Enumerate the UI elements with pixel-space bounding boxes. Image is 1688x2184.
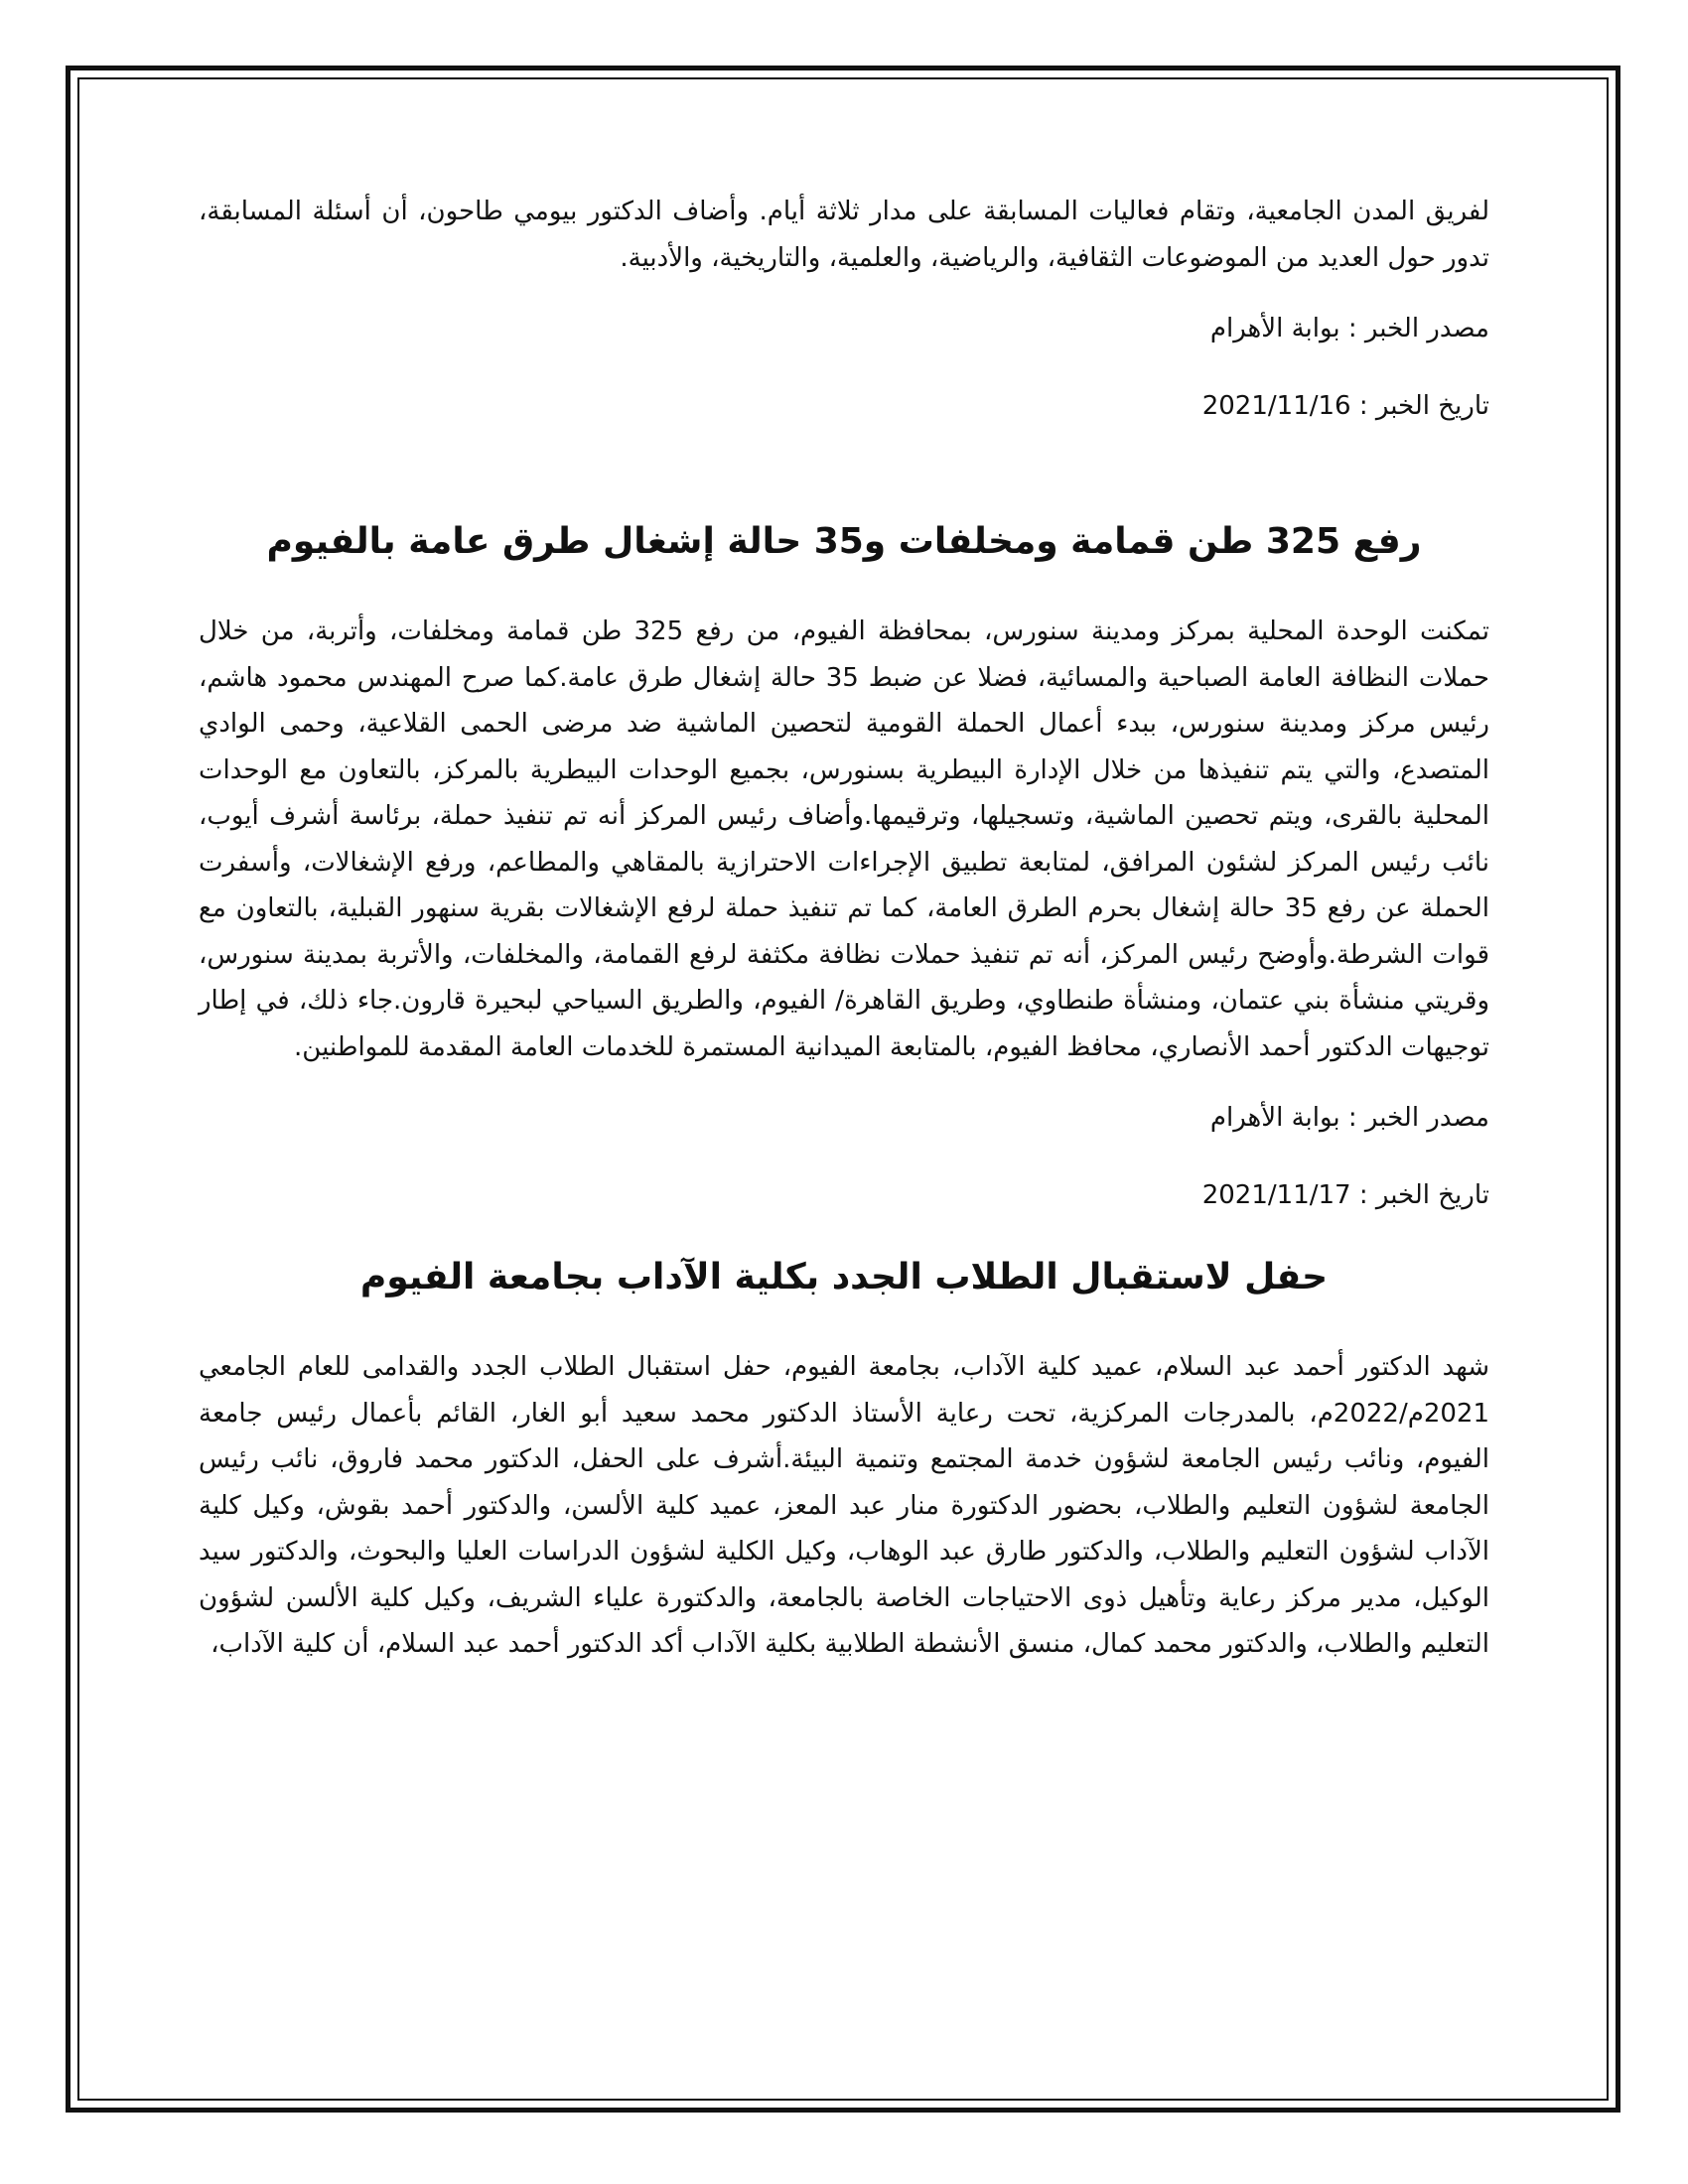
article-1-source: مصدر الخبر : بوابة الأهرام — [1209, 1103, 1489, 1133]
article-1-date: تاريخ الخبر : 2021/11/17 — [1201, 1180, 1489, 1210]
article-1-title: رفع 325 طن قمامة ومخلفات و35 حالة إشغال طرق عامة بالفيوم — [266, 521, 1422, 562]
previous-article-date: تاريخ الخبر : 2021/11/16 — [1201, 391, 1489, 421]
previous-article-tail: لفريق المدن الجامعية، وتقام فعاليات المسابقة على مدار ثلاثة أيام. وأضاف الدكتور بيومي طاحون، أن أسئلة المسابقة، تدور حول العديد من الموضوعات الثقافية، والرياضية، والعلمية، والتاريخية، والأدبية. — [199, 197, 1489, 273]
article-2-body: شهد الدكتور أحمد عبد السلام، عميد كلية الآداب، بجامعة الفيوم، حفل استقبال الطلاب الجدد والقدامى للعام الجامعي 2021م/2022م، بالمدرجات المركزية، تحت رعاية الأستاذ الدكتور محمد سعيد أبو الغار، القائم بأعمال رئيس جامعة الفيوم، ونائب رئيس الجامعة لشؤون خدمة المجتمع وتنمية البيئة.أشرف على الحفل، الدكتور محمد فاروق، نائب رئيس الجامعة لشؤون التعليم والطلاب، بحضور الدكتورة منار عبد المعز، عميد كلية الألسن، والدكتور أحمد بقوش، وكيل كلية الآداب لشؤون التعليم والطلاب، والدكتور طارق عبد الوهاب، وكيل الكلية لشؤون الدراسات العليا والبحوث، والدكتور سيد الوكيل، مدير مركز رعاية وتأهيل ذوى الاحتياجات الخاصة بالجامعة، والدكتورة علياء الشريف، وكيل كلية الألسن لشؤون التعليم والطلاب، والدكتور محمد كمال، منسق الأنشطة الطلابية بكلية الآداب أكد الدكتور أحمد عبد السلام، أن كلية الآداب، — [199, 1352, 1489, 1659]
article-1-body: تمكنت الوحدة المحلية بمركز ومدينة سنورس، بمحافظة الفيوم، من رفع 325 طن قمامة ومخلفات، وأتربة، من خلال حملات النظافة العامة الصباحية والمسائية، فضلا عن ضبط 35 حالة إشغال طرق عامة.كما صرح المهندس محمود هاشم، رئيس مركز ومدينة سنورس، ببدء أعمال الحملة القومية لتحصين الماشية ضد مرضى الحمى القلاعية، وحمى الوادي المتصدع، والتي يتم تنفيذها من خلال الإدارة البيطرية بسنورس، بجميع الوحدات البيطرية بالمركز، بالتعاون مع الوحدات المحلية بالقرى، ويتم تحصين الماشية، وتسجيلها، وترقيمها.وأضاف رئيس المركز أنه تم تنفيذ حملة، برئاسة أشرف أيوب، نائب رئيس المركز لشئون المرافق، لمتابعة تطبيق الإجراءات الاحترازية بالمقاهي والمطاعم، ورفع الإشغالات، وأسفرت الحملة عن رفع 35 حالة إشغال بحرم الطرق العامة، كما تم تنفيذ حملة لرفع الإشغالات بقرية سنهور القبلية، بالتعاون مع قوات الشرطة.وأوضح رئيس المركز، أنه تم تنفيذ حملات نظافة مكثفة لرفع القمامة، والمخلفات، والأتربة بمدينة سنورس، وقريتي منشأة بني عتمان، ومنشأة طنطاوي، وطريق القاهرة/ الفيوم، والطريق السياحي لبحيرة قارون.جاء ذلك، في إطار توجيهات الدكتور أحمد الأنصاري، محافظ الفيوم، بالمتابعة الميدانية المستمرة للخدمات العامة المقدمة للمواطنين. — [199, 616, 1489, 1062]
document-content — [199, 189, 1489, 1668]
previous-article-source: مصدر الخبر : بوابة الأهرام — [1209, 314, 1489, 343]
article-2-title: حفل لاستقبال الطلاب الجدد بكلية الآداب بجامعة الفيوم — [359, 1257, 1329, 1297]
